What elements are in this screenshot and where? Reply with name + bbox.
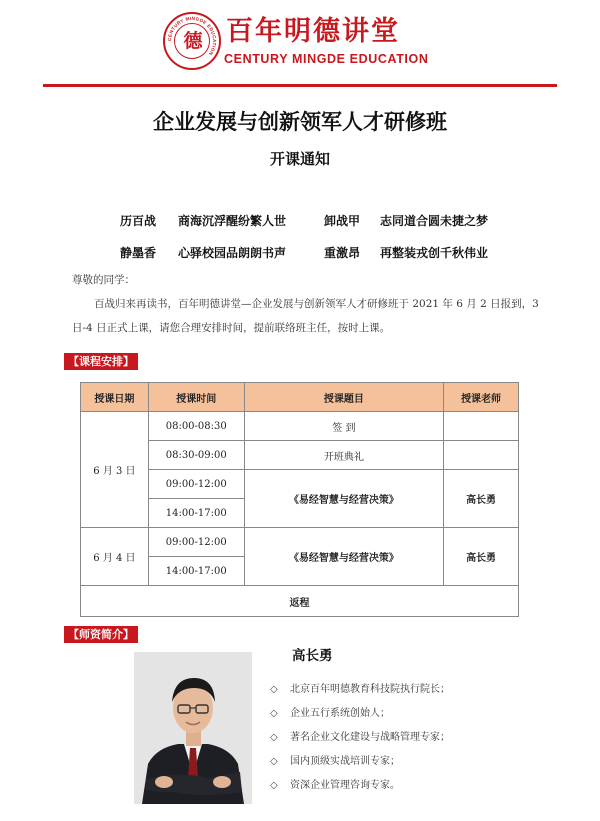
return-cell: 返程: [81, 586, 519, 617]
logo-seal-inner: [174, 23, 210, 59]
time-cell: 14:00-17:00: [148, 499, 244, 528]
bullet-text: 著名企业文化建设与战略管理专家；: [290, 732, 450, 743]
topic-cell: 签 到: [244, 412, 444, 441]
teacher-cell: [444, 441, 519, 470]
logo-seal-char: 德: [183, 30, 203, 52]
diamond-bullet-icon: ◇: [270, 684, 278, 695]
table-row: [81, 528, 519, 557]
teacher-cell: [444, 412, 519, 441]
page-title: 企业发展与创新领军人才研修班: [153, 109, 447, 134]
teacher-bullet: [270, 706, 390, 722]
teacher-cell: 高长勇: [444, 528, 519, 586]
bullet-text: 国内顶级实战培训专家；: [290, 756, 400, 767]
notice-line-1: 百战归来再读书，百年明德讲堂—企业发展与创新领军人才研修班于 2021 年 6 月 2 日报到，3: [94, 298, 539, 310]
bullet-text: 企业五行系统创始人；: [290, 708, 390, 719]
diamond-bullet-icon: ◇: [270, 756, 278, 767]
teacher-photo: [134, 652, 252, 804]
header-time: 授课时间: [148, 383, 244, 412]
time-cell: 08:30-09:00: [148, 441, 244, 470]
teacher-bullet: [270, 730, 450, 746]
teacher-bullet: [270, 778, 400, 794]
poem-name-3: 静墨香: [120, 246, 157, 260]
notice-line-2: 日-4 日正式上课，请您合理安排时间，提前联络班主任，按时上课。: [72, 322, 391, 334]
poem-name-1: 历百战: [120, 214, 157, 228]
schedule-header-row: [81, 383, 519, 412]
teacher-cell: 高长勇: [444, 470, 519, 528]
diamond-bullet-icon: ◇: [270, 708, 278, 719]
page-subtitle: 开课通知: [269, 150, 330, 168]
header-date: 授课日期: [81, 383, 149, 412]
svg-text:CENTURY MINGDE EDUCATION: CENTURY MINGDE EDUCATION: [166, 15, 218, 57]
teacher-bullet: [270, 754, 400, 770]
schedule-section-tag: 【课程安排】: [64, 353, 138, 370]
header-teacher: 授课老师: [444, 383, 519, 412]
logo-seal: [163, 12, 221, 70]
table-row: [81, 412, 519, 441]
time-cell: 09:00-12:00: [148, 470, 244, 499]
teacher-name: 高长勇: [292, 648, 333, 664]
teacher-section-tag: 【师资简介】: [64, 626, 138, 643]
teacher-portrait: [134, 652, 252, 804]
poem-line-3: 心驿校园品朗朗书声: [178, 246, 287, 260]
time-cell: 08:00-08:30: [148, 412, 244, 441]
diamond-bullet-icon: ◇: [270, 732, 278, 743]
header-divider: [43, 84, 557, 87]
day1-cell: 6 月 3 日: [81, 412, 149, 528]
teacher-bullet: [270, 682, 450, 698]
header-topic: 授课题目: [244, 383, 444, 412]
poem-name-2: 卸战甲: [324, 214, 361, 228]
brand-name-en: CENTURY MINGDE EDUCATION: [224, 52, 429, 66]
topic-cell: 开班典礼: [244, 441, 444, 470]
time-cell: 14:00-17:00: [148, 557, 244, 586]
poem-name-4: 重激昂: [324, 246, 361, 260]
diamond-bullet-icon: ◇: [270, 780, 278, 791]
bullet-text: 北京百年明德教育科技院执行院长；: [290, 684, 450, 695]
day2-cell: 6 月 4 日: [81, 528, 149, 586]
bullet-text: 资深企业管理咨询专家。: [290, 780, 400, 791]
schedule-table: [80, 382, 519, 617]
topic-cell: 《易经智慧与经营决策》: [244, 470, 444, 528]
poem-line-2: 志同道合圆未捷之梦: [380, 214, 489, 228]
topic-cell: 《易经智慧与经营决策》: [244, 528, 444, 586]
poem-line-4: 再整装戎创千秋伟业: [380, 246, 489, 260]
brand-name-cn: 百年明德讲堂: [226, 16, 400, 47]
greeting: 尊敬的同学：: [72, 274, 135, 286]
poem-line-1: 商海沉浮醒纷繁人世: [178, 214, 287, 228]
time-cell: 09:00-12:00: [148, 528, 244, 557]
table-row: [81, 586, 519, 617]
